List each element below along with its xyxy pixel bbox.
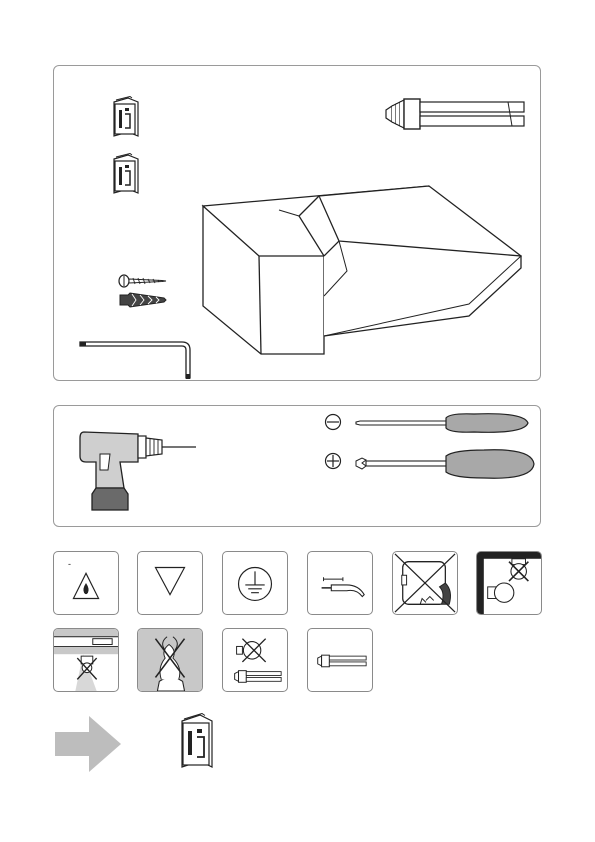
instruction-booklet-icon — [110, 96, 142, 140]
warning-dash: - — [68, 559, 71, 569]
wall-plug-icon — [118, 292, 168, 308]
mounting-surface-symbol — [137, 551, 203, 615]
instruction-booklet-icon — [110, 153, 142, 197]
bulb-type-symbol — [222, 628, 288, 692]
shelf-mount-crossed-icon — [54, 629, 118, 691]
package-contents-panel — [53, 65, 541, 381]
decoration-crossed-icon — [138, 629, 202, 691]
warning-triangle-icon — [54, 552, 118, 614]
plus-circle-icon — [324, 452, 342, 470]
fire-safety-warning-symbol — [53, 551, 119, 615]
power-drill-icon — [72, 426, 200, 512]
allen-key-icon — [78, 336, 198, 382]
no-decoration-symbol — [137, 628, 203, 692]
bulb-replacement-icon — [223, 629, 287, 691]
screw-icon — [118, 274, 168, 288]
crossed-fixture-icon — [393, 552, 457, 614]
no-insulation-cover-symbol — [392, 551, 458, 615]
right-arrow-icon — [55, 716, 121, 772]
instruction-booklet-icon — [178, 713, 216, 771]
inverted-triangle-icon — [138, 552, 202, 614]
earth-ground-symbol — [222, 551, 288, 615]
wire-stripping-symbol — [307, 551, 373, 615]
ceiling-bulb-crossed-icon — [477, 552, 541, 614]
compact-fluorescent-bulb-icon — [308, 629, 372, 691]
product-box-icon — [199, 176, 529, 366]
phillips-screwdriver-icon — [354, 444, 538, 484]
wire-strip-icon — [308, 552, 372, 614]
flat-screwdriver-icon — [354, 409, 534, 437]
energy-saving-bulb-symbol — [307, 628, 373, 692]
no-ceiling-bulb-symbol — [476, 551, 542, 615]
compact-fluorescent-bulb-icon — [384, 96, 529, 132]
no-shelf-mount-symbol — [53, 628, 119, 692]
earth-ground-icon — [223, 552, 287, 614]
minus-circle-icon — [324, 413, 342, 431]
required-tools-panel — [53, 405, 541, 527]
